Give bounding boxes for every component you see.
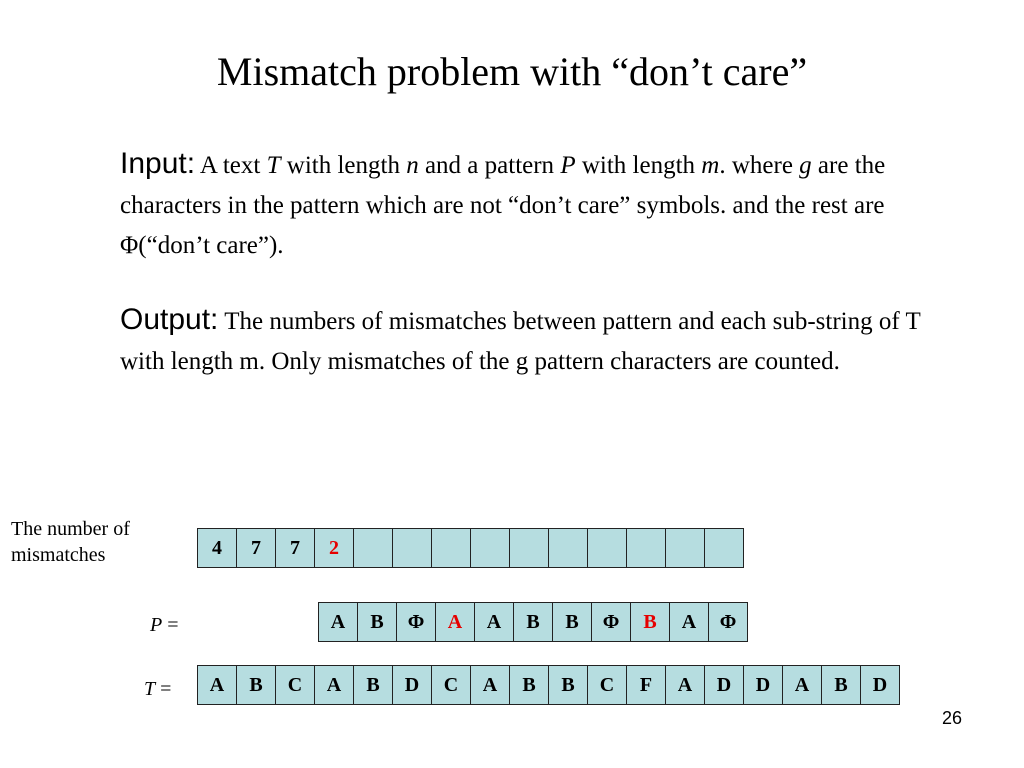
mismatch-cell: 7 xyxy=(236,528,276,568)
text-cell: D xyxy=(392,665,432,705)
output-body: The numbers of mismatches between pattern and each sub-string of T with length m. Only mismatches of the g pattern characters are counted. xyxy=(120,308,921,375)
pattern-label-eq: = xyxy=(162,614,179,636)
input-text: and a pattern xyxy=(418,152,561,179)
text-label xyxy=(144,676,171,702)
input-text: with length xyxy=(575,152,702,179)
text-cell: A xyxy=(314,665,354,705)
text-label-eq: = xyxy=(155,678,172,700)
input-variable: P xyxy=(560,152,576,179)
mismatch-cell xyxy=(587,528,627,568)
text-cell: A xyxy=(197,665,237,705)
text-cell: C xyxy=(431,665,471,705)
mismatch-count-row xyxy=(197,528,744,568)
text-cell: A xyxy=(665,665,705,705)
text-row xyxy=(197,665,900,705)
text-cell: D xyxy=(704,665,744,705)
mismatch-cell xyxy=(470,528,510,568)
input-text: A text xyxy=(195,152,267,179)
pattern-cell: B xyxy=(513,602,553,642)
text-cell: D xyxy=(860,665,900,705)
pattern-cell: B xyxy=(630,602,670,642)
mismatch-cell xyxy=(626,528,666,568)
mismatch-cell: 2 xyxy=(314,528,354,568)
text-label-var: T xyxy=(144,678,156,700)
output-lead: Output: xyxy=(120,303,219,336)
input-body xyxy=(120,152,885,259)
pattern-cell: Φ xyxy=(591,602,631,642)
mismatch-cell xyxy=(509,528,549,568)
text-cell: B xyxy=(353,665,393,705)
pattern-cell: A xyxy=(318,602,358,642)
pattern-cell: Φ xyxy=(396,602,436,642)
output-paragraph xyxy=(120,300,970,382)
input-variable: n xyxy=(406,152,419,179)
input-variable: T xyxy=(266,152,281,179)
text-cell: C xyxy=(275,665,315,705)
text-cell: B xyxy=(509,665,549,705)
text-cell: A xyxy=(470,665,510,705)
pattern-cell: A xyxy=(435,602,475,642)
pattern-label xyxy=(150,612,179,638)
input-text: are the characters in the pattern which are not “don’t care” symbols. and the rest are Φ(“don’t care”). xyxy=(120,152,886,259)
input-variable: g xyxy=(799,152,812,179)
input-paragraph xyxy=(120,144,970,266)
text-cell: B xyxy=(236,665,276,705)
mismatch-cell xyxy=(704,528,744,568)
mismatch-cell xyxy=(353,528,393,568)
slide-title: Mismatch problem with “don’t care” xyxy=(216,49,808,94)
text-cell: B xyxy=(548,665,588,705)
pattern-row xyxy=(318,602,748,642)
text-cell: F xyxy=(626,665,666,705)
input-variable: m xyxy=(701,152,720,179)
pattern-cell: Φ xyxy=(708,602,748,642)
mismatch-cell xyxy=(548,528,588,568)
text-cell: B xyxy=(821,665,861,705)
pattern-label-var: P xyxy=(150,614,163,636)
pattern-cell: B xyxy=(357,602,397,642)
mismatch-cell: 4 xyxy=(197,528,237,568)
input-text: . where xyxy=(719,152,800,179)
input-text: with length xyxy=(280,152,407,179)
pattern-cell: A xyxy=(669,602,709,642)
slide-number: 26 xyxy=(941,708,962,728)
mismatch-cell xyxy=(392,528,432,568)
pattern-cell: A xyxy=(474,602,514,642)
input-lead: Input: xyxy=(120,147,196,180)
mismatch-label: The number of mismatches xyxy=(11,518,130,566)
pattern-cell: B xyxy=(552,602,592,642)
mismatch-cell xyxy=(431,528,471,568)
text-cell: C xyxy=(587,665,627,705)
mismatch-cell: 7 xyxy=(275,528,315,568)
mismatch-cell xyxy=(665,528,705,568)
text-cell: D xyxy=(743,665,783,705)
text-cell: A xyxy=(782,665,822,705)
